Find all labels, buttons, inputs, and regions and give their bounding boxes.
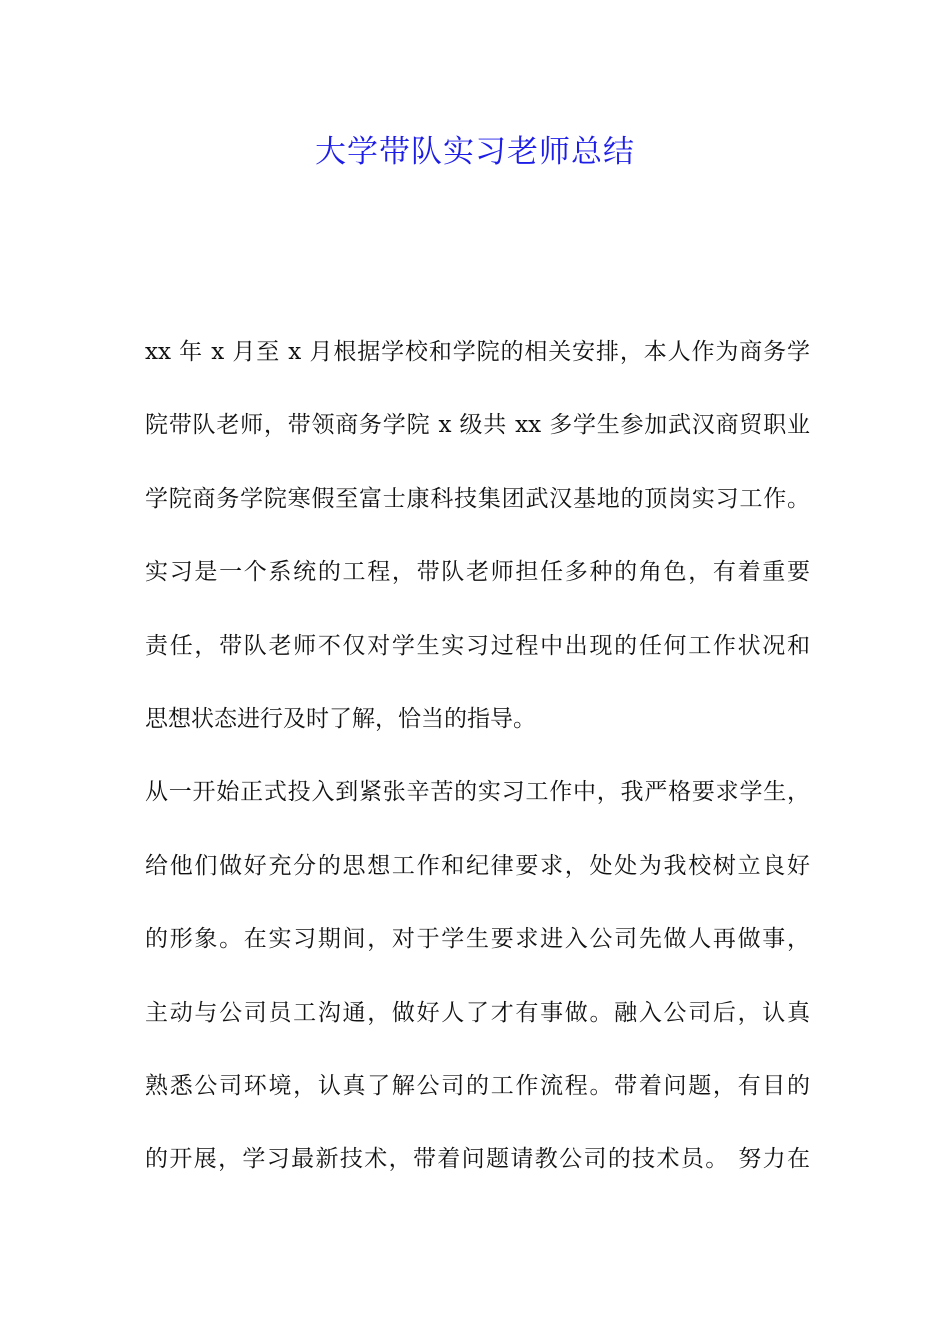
body-line: 熟悉公司环境，认真了解公司的工作流程。带着问题，有目的 [145,1072,810,1099]
body-line: 主动与公司员工沟通，做好人了才有事做。融入公司后，认真 [145,999,810,1026]
body-line: 从一开始正式投入到紧张辛苦的实习工作中，我严格要求学生， [145,779,810,806]
body-line: xx 年 x 月至 x 月根据学校和学院的相关安排，本人作为商务学 [145,339,810,365]
body-line: 学院商务学院寒假至富士康科技集团武汉基地的顶岗实习工作。 [145,485,810,512]
document-body [145,340,810,1221]
body-line: 的形象。在实习期间，对于学生要求进入公司先做人再做事， [145,926,810,953]
body-line: 给他们做好充分的思想工作和纪律要求，处处为我校树立良好 [145,852,810,879]
body-line: 思想状态进行及时了解，恰当的指导。 [145,705,536,732]
body-line: 的开展，学习最新技术，带着问题请教公司的技术员。 努力在 [145,1146,810,1173]
document-title: 大学带队实习老师总结 [315,134,635,170]
body-line: 实习是一个系统的工程，带队老师担任多种的角色，有着重要 [145,559,810,586]
body-line: 院带队老师，带领商务学院 x 级共 xx 多学生参加武汉商贸职业 [145,412,810,439]
body-line: 责任，带队老师不仅对学生实习过程中出现的任何工作状况和 [145,632,810,659]
